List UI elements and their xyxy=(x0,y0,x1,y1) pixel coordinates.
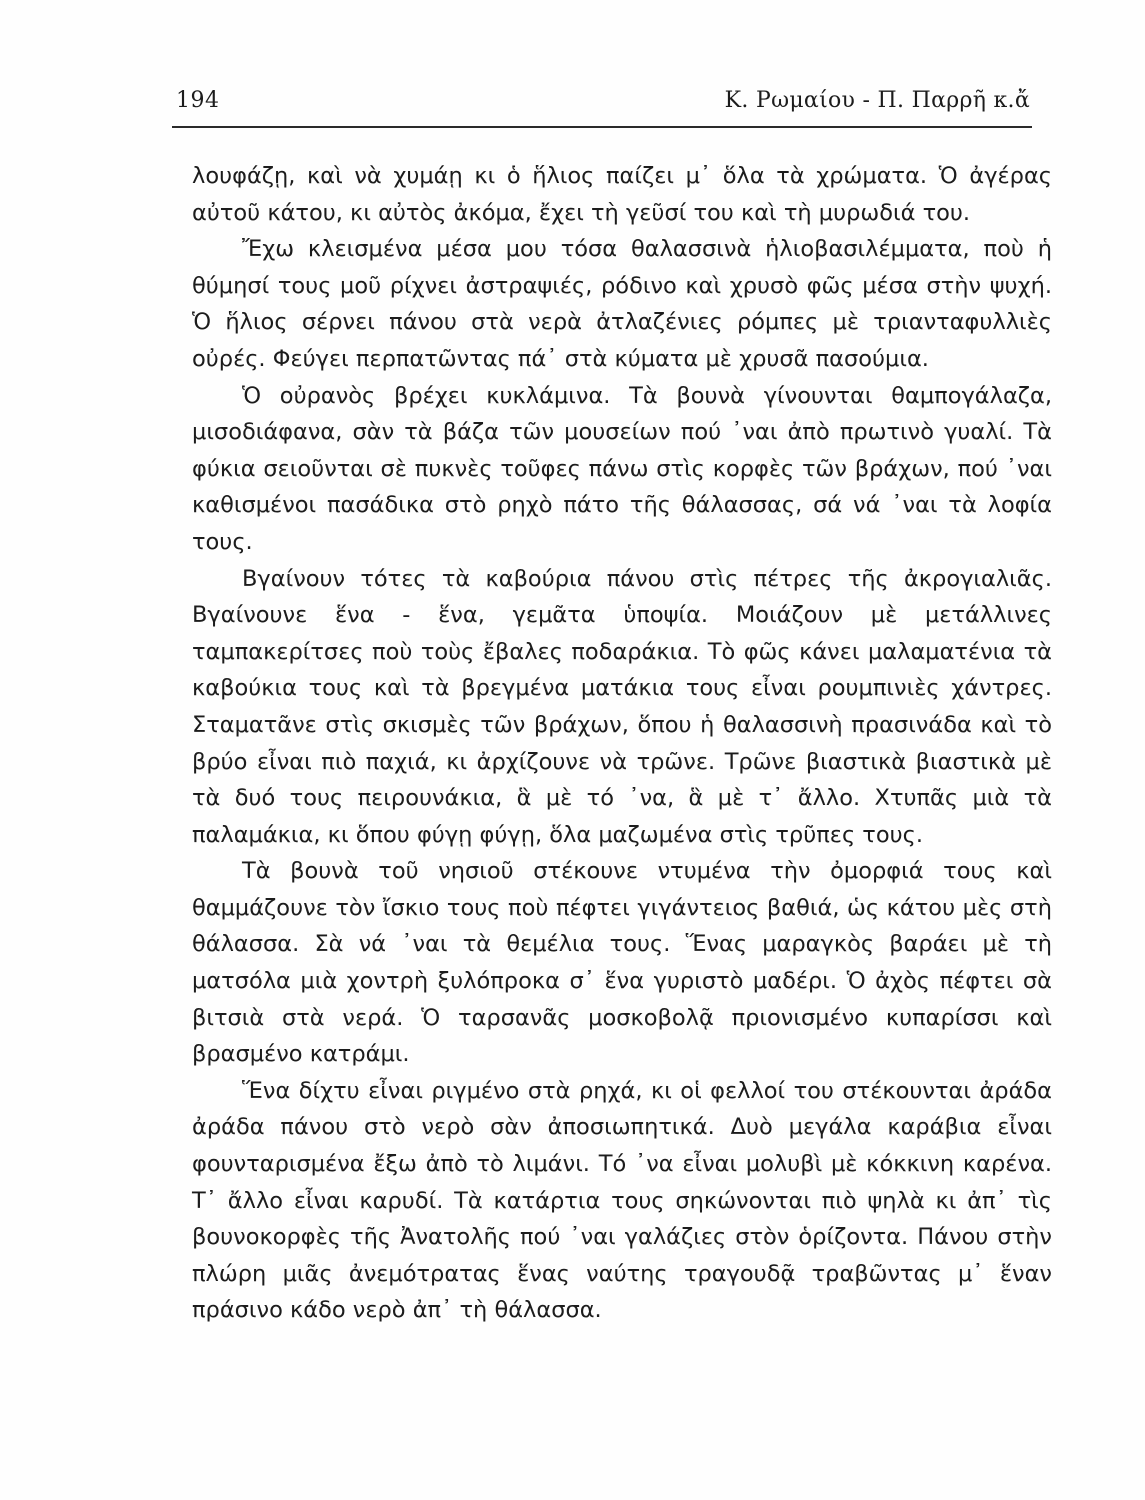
paragraph: Ἕνα δίχτυ εἶναι ριγμένο στὰ ρηχά, κι οἱ φελλοί του στέκουνται ἀράδα ἀράδα πάνου στὸ νερὸ σὰν ἀποσιωπητικά. Δυὸ μεγάλα καράβια εἶναι φουνταρισμένα ἔξω ἀπὸ τὸ λιμάνι. Τό ᾽να εἶναι μολυβὶ μὲ κόκκινη καρένα. Τ᾽ ἄλλο εἶναι καρυδί. Τὰ κατάρτια τους σηκώνονται πιὸ ψηλὰ κι ἀπ᾽ τὶς βουνοκορφὲς τῆς Ἀνατολῆς πού ᾽ναι γαλάζιες στὸν ὁρίζοντα. Πάνου στὴν πλώρη μιᾶς ἀνεμότρατας ἕνας ναύτης τραγουδᾷ τραβῶντας μ᾽ ἕναν πράσινο κάδο νερὸ ἀπ᾽ τὴ θάλασσα. xyxy=(192,1077,1052,1324)
paragraph: Βγαίνουν τότες τὰ καβούρια πάνου στὶς πέτρες τῆς ἀκρογιαλιᾶς. Βγαίνουνε ἕνα - ἕνα, γεμᾶτα ὑποψία. Μοιάζουν μὲ μετάλλινες ταμπακερίτσες ποὺ τοὺς ἔβαλες ποδαράκια. Τὸ φῶς κάνει μαλαματένια τὰ καβούκια τους καὶ τὰ βρεγμένα ματάκια τους εἶναι ρουμπινιὲς χάντρες. Σταματᾶνε στὶς σκισμὲς τῶν βράχων, ὅπου ἡ θαλασσινὴ πρασινάδα καὶ τὸ βρύο εἶναι πιὸ παχιά, κι ἀρχίζουνε νὰ τρῶνε. Τρῶνε βιαστικὰ βιαστικὰ μὲ τὰ δυό τους πειρουνάκια, ἃ μὲ τό ᾽να, ἃ μὲ τ᾽ ἄλλο. Χτυπᾶς μιὰ τὰ παλαμάκια, κι ὅπου φύγῃ φύγῃ, ὅλα μαζωμένα στὶς τρῦπες τους. xyxy=(192,565,1052,848)
header-rule xyxy=(172,126,1032,128)
paragraph: λουφάζῃ, καὶ νὰ χυμάῃ κι ὁ ἥλιος παίζει μ᾽ ὅλα τὰ χρώματα. Ὁ ἀγέρας αὐτοῦ κάτου, κι αὐτὸς ἀκόμα, ἔχει τὴ γεῦσί του καὶ τὴ μυρωδιά του. xyxy=(192,163,1052,226)
paragraph: Ἔχω κλεισμένα μέσα μου τόσα θαλασσινὰ ἡλιοβασιλέμματα, ποὺ ἡ θύμησί τους μοῦ ρίχνει ἀστραψιές, ρόδινο καὶ χρυσὸ φῶς μέσα στὴν ψυχή. Ὁ ἥλιος σέρνει πάνου στὰ νερὰ ἀτλαζένιες ρόμπες μὲ τριανταφυλλιὲς οὐρές. Φεύγει περπατῶντας πά᾽ στὰ κύματα μὲ χρυσᾶ πασούμια. xyxy=(192,236,1052,372)
paragraph: Ὁ οὐρανὸς βρέχει κυκλάμινα. Τὰ βουνὰ γίνουνται θαμπογάλαζα, μισοδιάφανα, σὰν τὰ βάζα τῶν μουσείων πού ᾽ναι ἀπὸ πρωτινὸ γυαλί. Τὰ φύκια σειοῦνται σὲ πυκνὲς τοῦφες πάνω στὶς κορφὲς τῶν βράχων, πού ᾽ναι καθισμένοι πασάδικα στὸ ρηχὸ πάτο τῆς θάλασσας, σά νά ᾽ναι τὰ λοφία τους. xyxy=(192,382,1052,555)
page-header xyxy=(172,86,1032,126)
paragraph: Τὰ βουνὰ τοῦ νησιοῦ στέκουνε ντυμένα τὴν ὀμορφιά τους καὶ θαμμάζουνε τὸν ἴσκιο τους ποὺ πέφτει γιγάντειος βαθιά, ὡς κάτου μὲς στὴ θάλασσα. Σὰ νά ᾽ναι τὰ θεμέλια τους. Ἕνας μαραγκὸς βαράει μὲ τὴ ματσόλα μιὰ χοντρὴ ξυλόπροκα σ᾽ ἕνα γυριστὸ μαδέρι. Ὁ ἀχὸς πέφτει σὰ βιτσιὰ στὰ νερά. Ὁ ταρσανᾶς μοσκοβολᾷ πριονισμένο κυπαρίσσι καὶ βρασμένο κατράμι. xyxy=(192,858,1052,1068)
running-head: Κ. Ρωμαίου - Π. Παρρῆ κ.ἄ xyxy=(724,88,1030,113)
body-text xyxy=(192,158,1052,1329)
page-number: 194 xyxy=(176,88,220,113)
